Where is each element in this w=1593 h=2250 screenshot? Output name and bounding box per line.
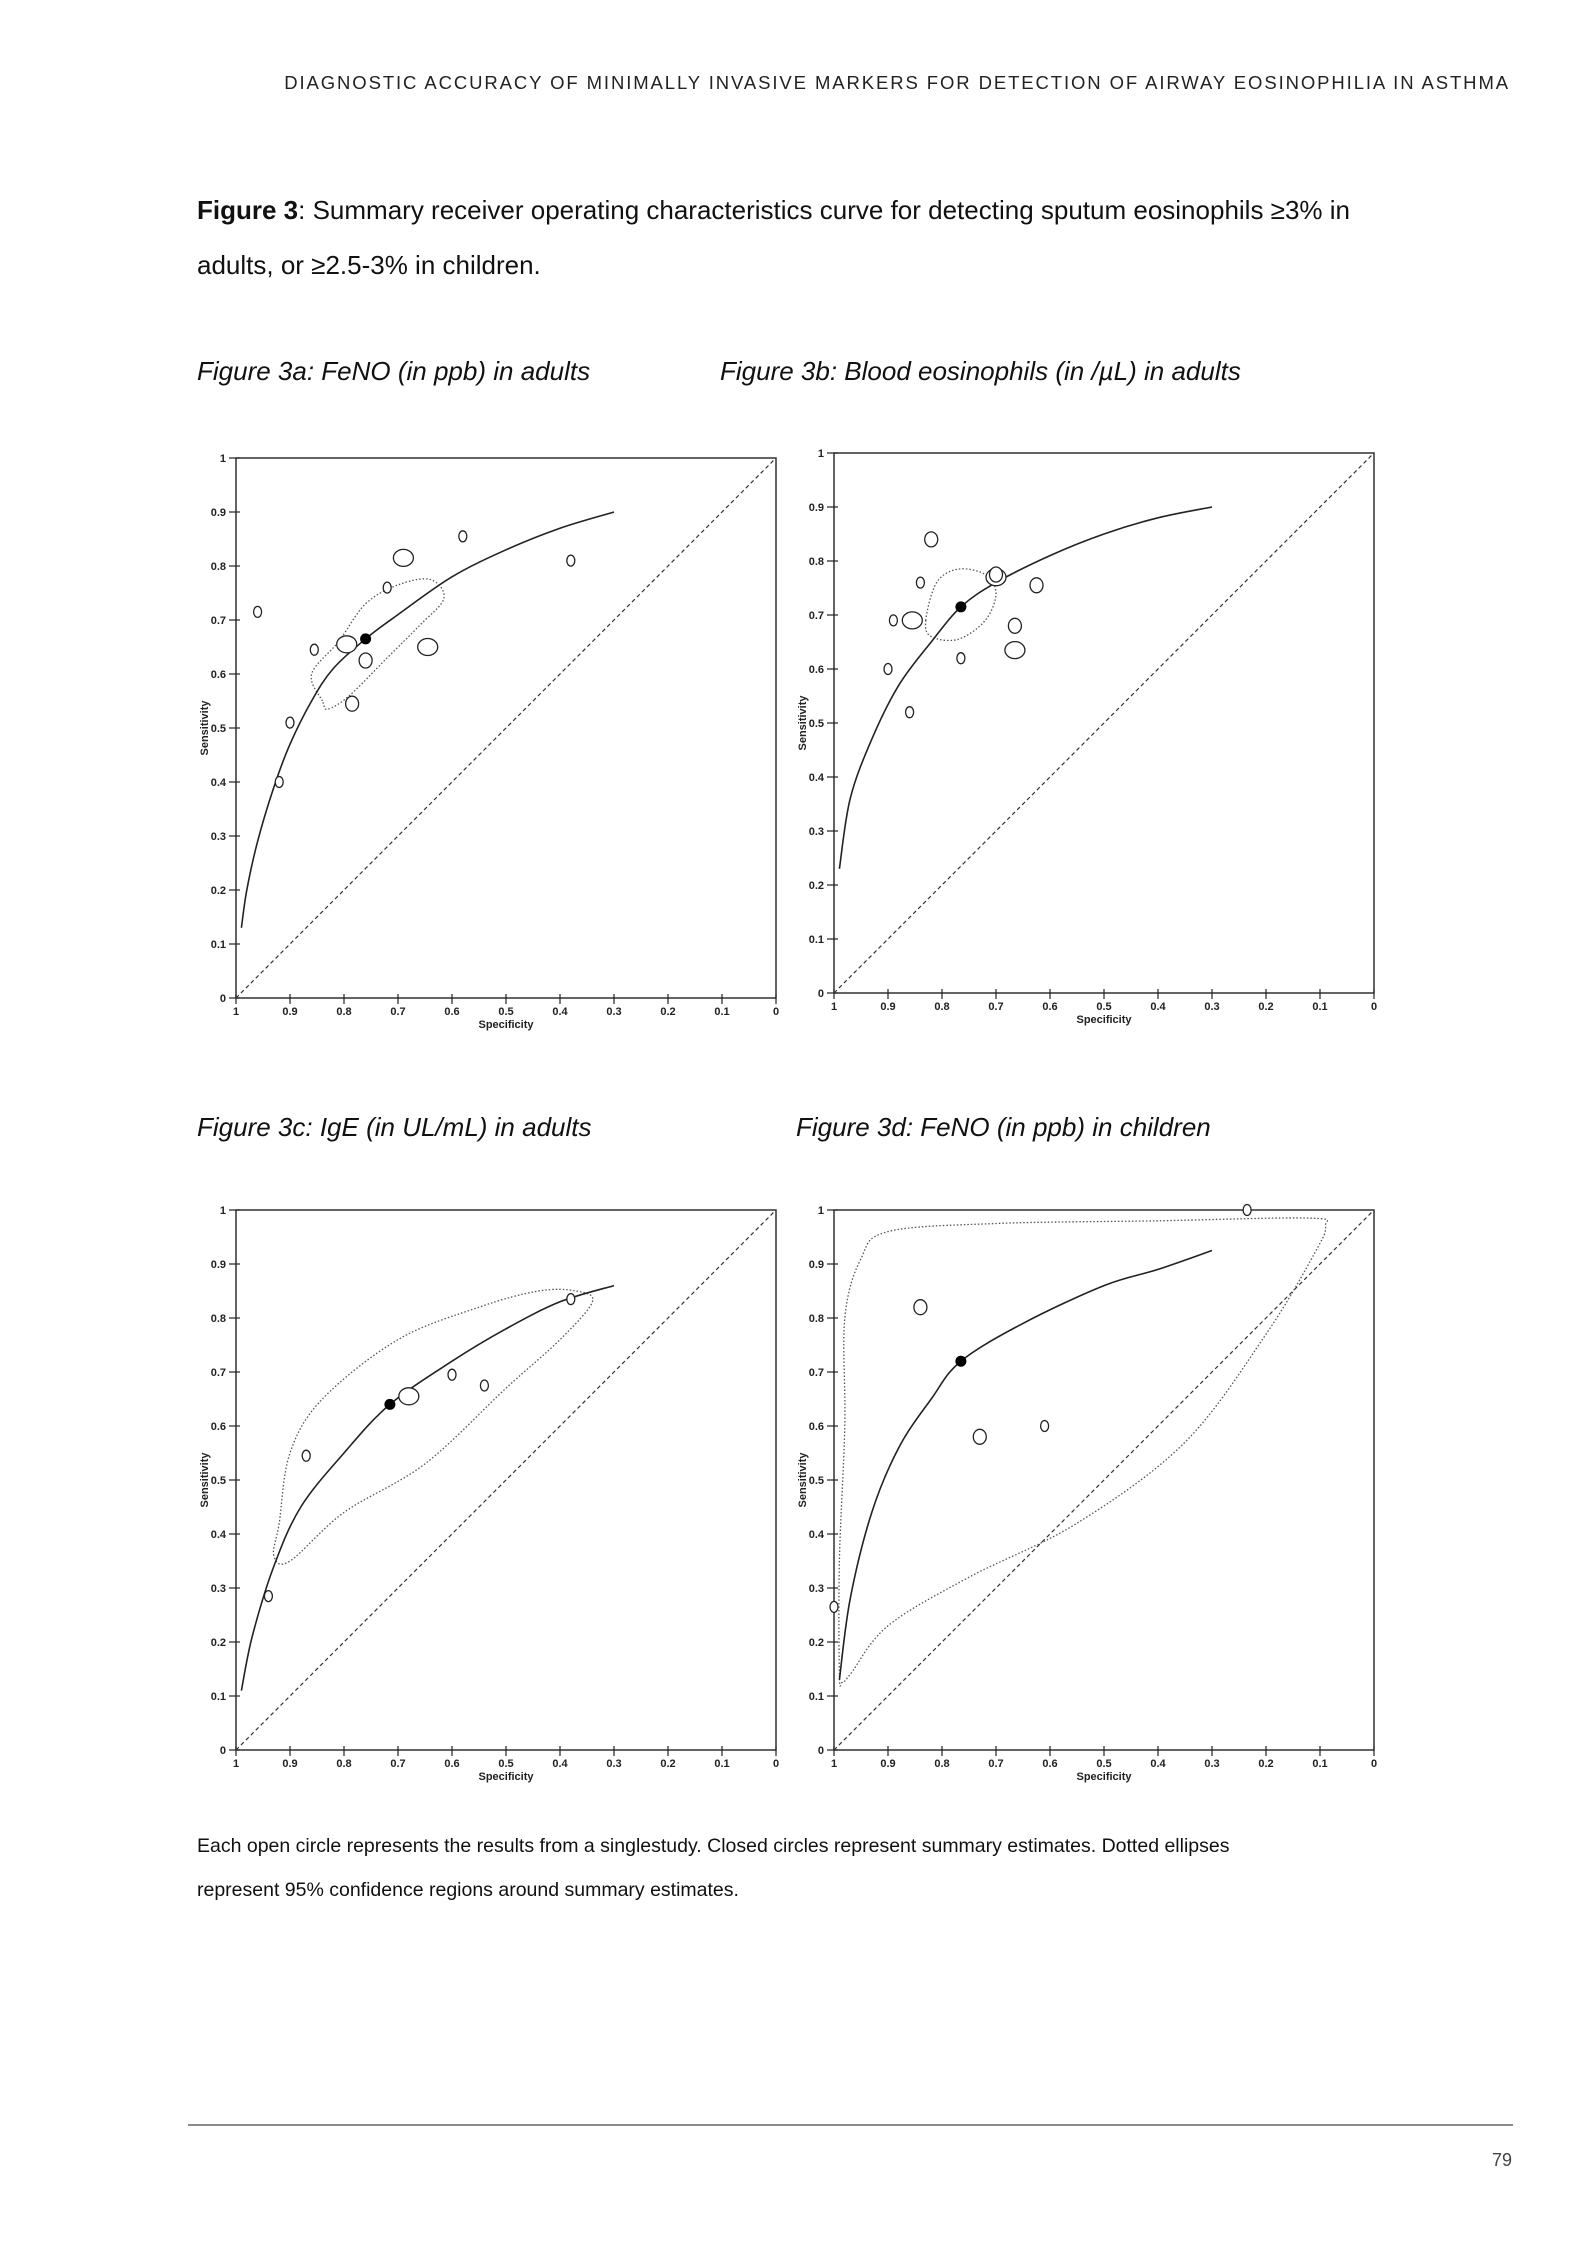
figure-caption-line2: adults, or ≥2.5-3% in children. <box>197 250 541 280</box>
figure-3d-title: Figure 3d: FeNO (in ppb) in children <box>796 1112 1211 1142</box>
study-point <box>359 653 372 668</box>
figure-note-line1: Each open circle represents the results from a singlestudy. Closed circles represent summary estimates. Dotted ellipses <box>197 1835 1230 1857</box>
reference-diagonal-line <box>834 1210 1374 1750</box>
x-tick-label: 0.9 <box>282 1006 298 1018</box>
y-tick-label: 0.6 <box>808 664 824 676</box>
study-point <box>1005 642 1025 659</box>
y-tick-label: 0.7 <box>808 1367 824 1379</box>
x-tick-label: 0.4 <box>1150 1001 1166 1013</box>
x-tick-label: 0.1 <box>1312 1001 1328 1013</box>
roc-chart-svg <box>778 1192 1378 1792</box>
study-point <box>916 577 924 588</box>
study-point <box>884 664 892 675</box>
y-tick-label: 1 <box>817 1205 824 1217</box>
y-tick-label: 0.7 <box>808 610 824 622</box>
x-tick-label: 0.3 <box>1204 1758 1220 1770</box>
x-axis-title: Specificity <box>478 1771 534 1783</box>
y-tick-label: 0.4 <box>210 1529 226 1541</box>
study-point <box>925 532 938 547</box>
study-point <box>990 567 1003 582</box>
x-tick-label: 0.7 <box>390 1006 406 1018</box>
y-tick-label: 0.7 <box>210 615 226 627</box>
y-tick-label: 0.8 <box>210 1313 226 1325</box>
figure-note-line2: represent 95% confidence regions around summary estimates. <box>197 1879 739 1901</box>
summary-point <box>384 1399 395 1410</box>
y-tick-label: 0.2 <box>210 885 226 897</box>
summary-point <box>955 601 966 612</box>
y-tick-label: 0.2 <box>808 880 824 892</box>
y-axis-title: Sensitivity <box>199 1452 211 1508</box>
footer-rule <box>188 2124 1513 2126</box>
x-tick-label: 0.6 <box>444 1758 460 1770</box>
study-point <box>418 639 438 656</box>
y-tick-label: 0.6 <box>210 1421 226 1433</box>
x-tick-label: 0.7 <box>988 1001 1004 1013</box>
y-tick-label: 0.2 <box>210 1637 226 1649</box>
y-tick-label: 0.5 <box>808 1475 824 1487</box>
x-tick-label: 0.3 <box>606 1006 622 1018</box>
study-point <box>830 1601 838 1612</box>
roc-chart-svg <box>180 1192 780 1792</box>
study-point <box>973 1429 986 1444</box>
running-head: DIAGNOSTIC ACCURACY OF MINIMALLY INVASIVE MARKERS FOR DETECTION OF AIRWAY EOSINOPHILIA IN ASTHMA <box>284 72 1510 93</box>
y-tick-label: 0.9 <box>808 502 824 514</box>
x-tick-label: 0.1 <box>714 1758 730 1770</box>
study-point <box>480 1380 488 1391</box>
sroc-curve <box>241 512 614 928</box>
x-tick-label: 0.1 <box>714 1006 730 1018</box>
y-tick-label: 0 <box>817 1745 824 1757</box>
y-tick-label: 1 <box>219 1205 226 1217</box>
y-tick-label: 0 <box>219 1745 226 1757</box>
study-point <box>914 1300 927 1315</box>
y-tick-label: 0.8 <box>808 1313 824 1325</box>
x-tick-label: 0.2 <box>660 1758 676 1770</box>
figure-caption-text1: : Summary receiver operating characteristics curve for detecting sputum eosinophils ≥3% in <box>298 195 1350 225</box>
x-tick-label: 0.8 <box>336 1006 352 1018</box>
y-tick-label: 0.5 <box>808 718 824 730</box>
study-point <box>459 531 467 542</box>
y-tick-label: 0.9 <box>210 1259 226 1271</box>
figure-3b-plot <box>778 435 1378 1035</box>
y-tick-label: 1 <box>219 453 226 465</box>
figure-3c-plot <box>180 1192 780 1792</box>
study-point <box>393 549 413 566</box>
study-point <box>1008 618 1021 633</box>
study-point <box>310 644 318 655</box>
y-tick-label: 0.3 <box>210 831 226 843</box>
study-point <box>286 717 294 728</box>
x-tick-label: 0.7 <box>390 1758 406 1770</box>
x-tick-label: 0.6 <box>1042 1001 1058 1013</box>
y-tick-label: 0.3 <box>808 826 824 838</box>
x-tick-label: 0.6 <box>1042 1758 1058 1770</box>
figure-caption-line1 <box>197 195 1350 226</box>
sroc-curve <box>241 1286 614 1691</box>
x-tick-label: 0.4 <box>1150 1758 1166 1770</box>
y-tick-label: 0.1 <box>210 1691 226 1703</box>
figure-3b-title: Figure 3b: Blood eosinophils (in /µL) in adults <box>720 356 1241 386</box>
y-tick-label: 0.6 <box>210 669 226 681</box>
study-point <box>1030 578 1043 593</box>
y-tick-label: 0.8 <box>808 556 824 568</box>
sroc-curve <box>839 1251 1212 1680</box>
x-tick-label: 0 <box>772 1758 780 1770</box>
reference-diagonal-line <box>236 1210 776 1750</box>
x-tick-label: 0 <box>1370 1758 1378 1770</box>
figure-3a-title: Figure 3a: FeNO (in ppb) in adults <box>197 356 591 386</box>
y-tick-label: 0.2 <box>808 1637 824 1649</box>
x-tick-label: 1 <box>232 1006 240 1018</box>
y-tick-label: 0.4 <box>210 777 226 789</box>
x-axis-title: Specificity <box>1076 1014 1132 1026</box>
x-tick-label: 0.8 <box>934 1758 950 1770</box>
y-tick-label: 0.5 <box>210 723 226 735</box>
study-point <box>302 1450 310 1461</box>
page-number: 79 <box>1491 2150 1512 2170</box>
y-tick-label: 0.3 <box>210 1583 226 1595</box>
study-point <box>383 582 391 593</box>
summary-point <box>360 633 371 644</box>
x-tick-label: 0 <box>772 1006 780 1018</box>
roc-chart-svg <box>778 435 1378 1035</box>
study-point <box>264 1591 272 1602</box>
y-axis-title: Sensitivity <box>797 695 809 751</box>
x-tick-label: 0.6 <box>444 1006 460 1018</box>
y-tick-label: 0.5 <box>210 1475 226 1487</box>
study-point <box>957 653 965 664</box>
x-tick-label: 0.4 <box>552 1006 568 1018</box>
y-tick-label: 0.7 <box>210 1367 226 1379</box>
study-point <box>346 696 359 711</box>
y-tick-label: 0.8 <box>210 561 226 573</box>
study-point <box>906 707 914 718</box>
x-tick-label: 0.8 <box>934 1001 950 1013</box>
figure-3a-plot <box>180 440 780 1040</box>
x-tick-label: 1 <box>830 1758 838 1770</box>
x-tick-label: 0.9 <box>880 1001 896 1013</box>
y-tick-label: 0.6 <box>808 1421 824 1433</box>
x-tick-label: 0.5 <box>1096 1001 1112 1013</box>
y-tick-label: 1 <box>817 448 824 460</box>
x-tick-label: 0.3 <box>1204 1001 1220 1013</box>
x-tick-label: 0.8 <box>336 1758 352 1770</box>
y-tick-label: 0 <box>817 988 824 1000</box>
study-point <box>275 777 283 788</box>
x-tick-label: 0.2 <box>1258 1758 1274 1770</box>
y-tick-label: 0.1 <box>808 934 824 946</box>
x-tick-label: 0.2 <box>660 1006 676 1018</box>
study-point <box>889 615 897 626</box>
y-tick-label: 0 <box>219 993 226 1005</box>
study-point <box>902 612 922 629</box>
y-tick-label: 0.1 <box>210 939 226 951</box>
roc-chart-svg <box>180 440 780 1040</box>
y-tick-label: 0.1 <box>808 1691 824 1703</box>
study-point <box>448 1369 456 1380</box>
x-tick-label: 0.5 <box>498 1758 514 1770</box>
confidence-region <box>273 1289 592 1564</box>
study-point <box>567 1294 575 1305</box>
study-point <box>399 1388 419 1405</box>
x-axis-title: Specificity <box>1076 1771 1132 1783</box>
y-tick-label: 0.4 <box>808 772 824 784</box>
x-tick-label: 0.3 <box>606 1758 622 1770</box>
y-axis-title: Sensitivity <box>797 1452 809 1508</box>
reference-diagonal-line <box>236 458 776 998</box>
x-tick-label: 1 <box>830 1001 838 1013</box>
study-point <box>567 555 575 566</box>
y-axis-title: Sensitivity <box>199 700 211 756</box>
y-tick-label: 0.9 <box>808 1259 824 1271</box>
study-point <box>337 636 357 653</box>
y-tick-label: 0.4 <box>808 1529 824 1541</box>
x-tick-label: 0.1 <box>1312 1758 1328 1770</box>
study-point <box>1041 1421 1049 1432</box>
x-tick-label: 1 <box>232 1758 240 1770</box>
x-tick-label: 0.4 <box>552 1758 568 1770</box>
x-tick-label: 0.9 <box>282 1758 298 1770</box>
confidence-region <box>839 1218 1328 1686</box>
x-tick-label: 0.2 <box>1258 1001 1274 1013</box>
study-point <box>1243 1205 1251 1216</box>
x-tick-label: 0 <box>1370 1001 1378 1013</box>
y-tick-label: 0.3 <box>808 1583 824 1595</box>
y-tick-label: 0.9 <box>210 507 226 519</box>
x-axis-title: Specificity <box>478 1019 534 1031</box>
sroc-curve <box>839 507 1212 869</box>
summary-point <box>955 1356 966 1367</box>
x-tick-label: 0.7 <box>988 1758 1004 1770</box>
x-tick-label: 0.5 <box>498 1006 514 1018</box>
figure-caption-label: Figure 3 <box>197 195 299 225</box>
x-tick-label: 0.9 <box>880 1758 896 1770</box>
figure-3c-title: Figure 3c: IgE (in UL/mL) in adults <box>197 1112 592 1142</box>
x-tick-label: 0.5 <box>1096 1758 1112 1770</box>
figure-3d-plot <box>778 1192 1378 1792</box>
study-point <box>254 606 262 617</box>
